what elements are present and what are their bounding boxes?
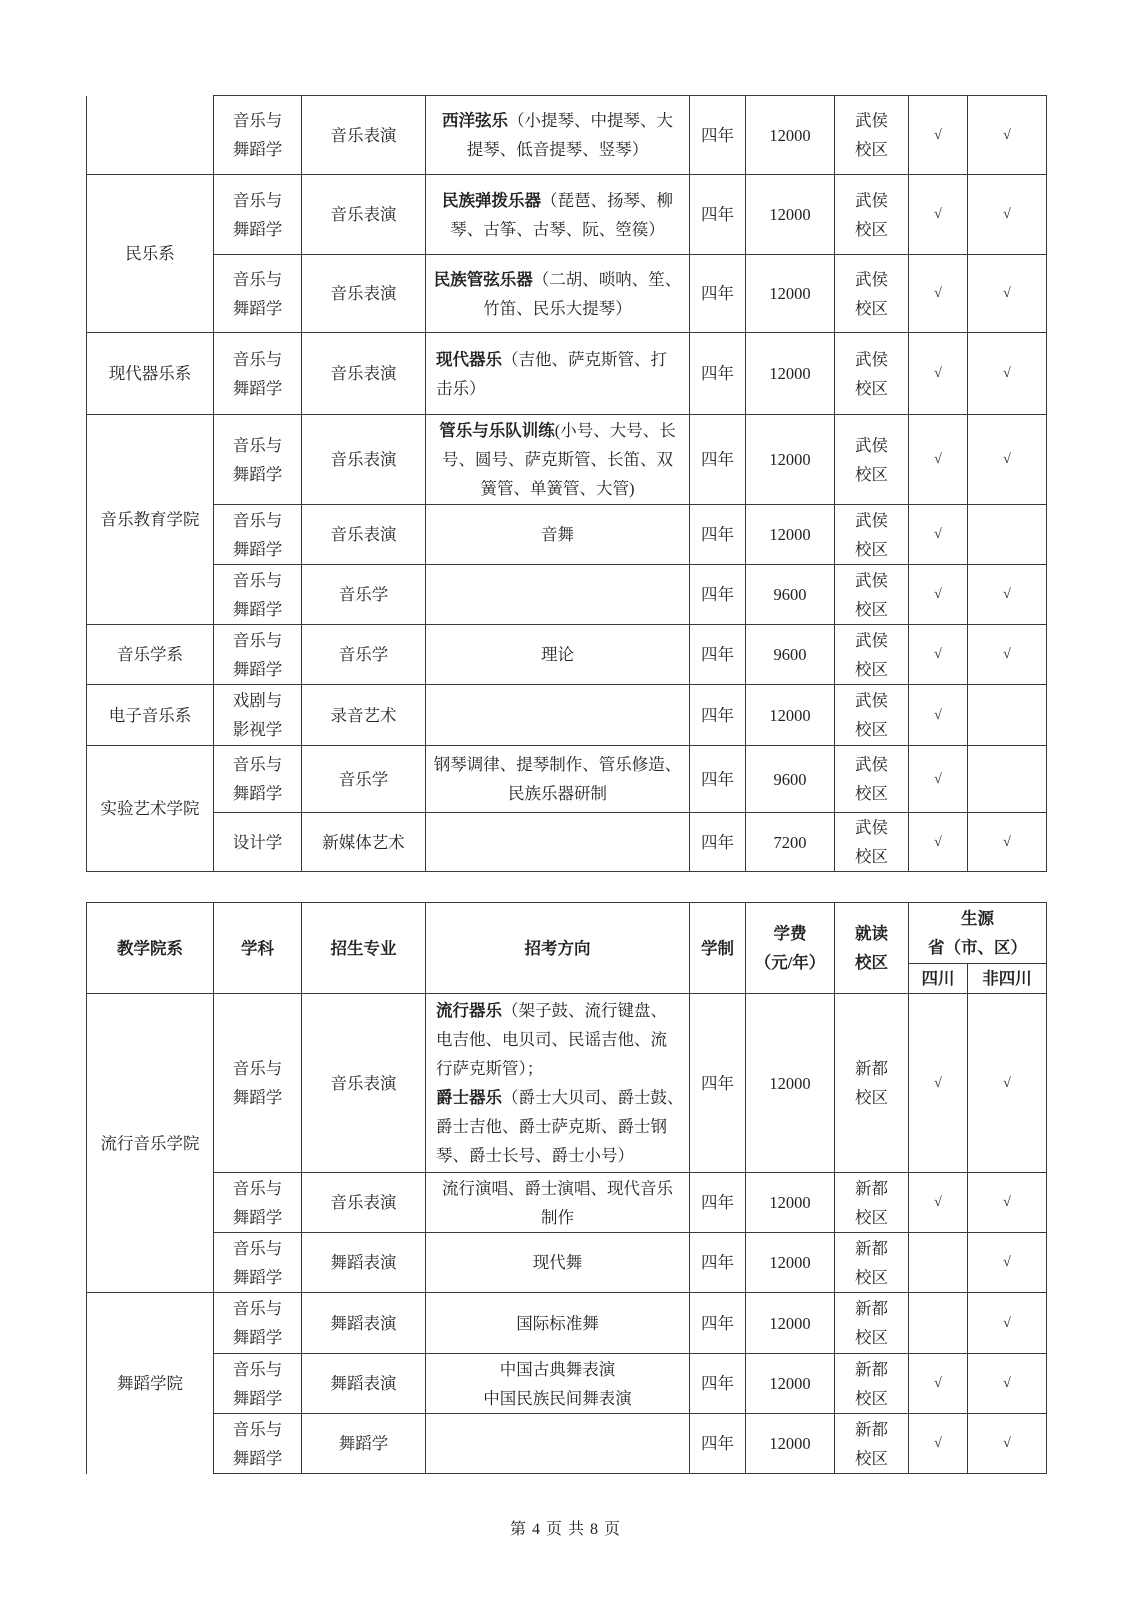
major-cell: 舞蹈表演 bbox=[302, 1293, 426, 1354]
department-cell: 电子音乐系 bbox=[87, 685, 214, 746]
non-sichuan-cell bbox=[968, 1173, 1047, 1233]
direction-text: （爵士大贝司、爵士鼓、 bbox=[502, 1088, 684, 1107]
direction-line bbox=[436, 996, 683, 1025]
non-sichuan-cell bbox=[968, 175, 1047, 255]
table-header-row bbox=[87, 903, 1047, 964]
tuition-cell: 9600 bbox=[746, 746, 835, 813]
discipline-cell bbox=[214, 994, 302, 1173]
campus-text: 武侯校区 bbox=[855, 691, 888, 739]
check-mark-icon: √ bbox=[934, 707, 942, 723]
major-cell: 舞蹈表演 bbox=[302, 1354, 426, 1414]
check-mark-icon: √ bbox=[1003, 1075, 1011, 1091]
discipline-text: 音乐与舞蹈学 bbox=[232, 269, 283, 318]
discipline-text: 音乐与舞蹈学 bbox=[232, 570, 283, 619]
duration-cell: 四年 bbox=[690, 255, 746, 333]
sichuan-cell bbox=[909, 1293, 968, 1354]
check-mark-icon: √ bbox=[1003, 286, 1011, 301]
direction-cell bbox=[426, 175, 690, 255]
major-cell: 新媒体艺术 bbox=[302, 813, 426, 872]
sichuan-cell bbox=[909, 1414, 968, 1474]
direction-line: 琴、爵士长号、爵士小号） bbox=[436, 1146, 634, 1165]
campus-text: 新都校区 bbox=[855, 1059, 888, 1107]
non-sichuan-cell bbox=[968, 415, 1047, 505]
non-sichuan-cell bbox=[968, 994, 1047, 1173]
campus-text: 武侯校区 bbox=[855, 755, 888, 803]
table-row bbox=[87, 505, 1047, 565]
direction-line: 琴、古筝、古琴、阮、箜篌） bbox=[450, 219, 665, 239]
sichuan-cell bbox=[909, 813, 968, 872]
campus-cell bbox=[835, 415, 909, 505]
campus-cell bbox=[835, 175, 909, 255]
direction-cell bbox=[426, 565, 690, 625]
check-mark-icon: √ bbox=[1003, 834, 1011, 850]
duration-cell: 四年 bbox=[690, 685, 746, 746]
discipline-cell bbox=[214, 746, 302, 813]
sichuan-cell bbox=[909, 175, 968, 255]
check-mark-icon: √ bbox=[934, 1195, 942, 1210]
tuition-cell: 9600 bbox=[746, 625, 835, 685]
direction-cell bbox=[426, 1354, 690, 1414]
tuition-cell: 7200 bbox=[746, 813, 835, 872]
major-cell: 音乐学 bbox=[302, 746, 426, 813]
table-row bbox=[87, 1354, 1047, 1414]
campus-text: 武侯校区 bbox=[855, 190, 888, 239]
check-mark-icon: √ bbox=[934, 286, 942, 301]
direction-line: 号、圆号、萨克斯管、长笛、双 bbox=[442, 450, 673, 469]
sichuan-cell bbox=[909, 96, 968, 175]
tuition-cell: 12000 bbox=[746, 255, 835, 333]
campus-text: 武侯校区 bbox=[855, 349, 888, 398]
header-major: 招生专业 bbox=[302, 903, 426, 994]
direction-category: 爵士器乐 bbox=[436, 1088, 502, 1107]
campus-text: 新都校区 bbox=[855, 1419, 888, 1468]
header-campus-text: 就读校区 bbox=[855, 924, 888, 972]
discipline-cell bbox=[214, 1414, 302, 1474]
direction-category: 民族弹拨乐器 bbox=[442, 190, 541, 210]
campus-text: 武侯校区 bbox=[855, 111, 888, 159]
campus-text: 武侯校区 bbox=[855, 630, 888, 679]
table-row bbox=[87, 333, 1047, 415]
check-mark-icon: √ bbox=[934, 1075, 942, 1091]
table-row bbox=[87, 994, 1047, 1173]
table-row bbox=[87, 175, 1047, 255]
major-cell: 音乐表演 bbox=[302, 255, 426, 333]
campus-cell bbox=[835, 1293, 909, 1354]
check-mark-icon: √ bbox=[1003, 1195, 1011, 1210]
direction-line: 制作 bbox=[541, 1207, 574, 1227]
tuition-cell: 12000 bbox=[746, 685, 835, 746]
header-tuition bbox=[746, 903, 835, 994]
sichuan-cell bbox=[909, 255, 968, 333]
direction-text: （二胡、唢呐、笙、 bbox=[532, 269, 682, 289]
discipline-text: 音乐与舞蹈学 bbox=[232, 630, 283, 679]
direction-text: （小提琴、中提琴、大 bbox=[508, 111, 673, 130]
campus-cell bbox=[835, 994, 909, 1173]
direction-cell: 理论 bbox=[426, 625, 690, 685]
duration-cell: 四年 bbox=[690, 1293, 746, 1354]
direction-line: 中国民族民间舞表演 bbox=[483, 1388, 632, 1408]
direction-cell bbox=[426, 415, 690, 505]
admissions-table-continued bbox=[86, 95, 1047, 872]
department-cell: 舞蹈学院 bbox=[87, 1293, 214, 1474]
non-sichuan-cell bbox=[968, 505, 1047, 565]
table-row bbox=[87, 1293, 1047, 1354]
admissions-table bbox=[86, 902, 1047, 1474]
table-row bbox=[87, 625, 1047, 685]
duration-cell: 四年 bbox=[690, 415, 746, 505]
check-mark-icon: √ bbox=[1003, 1255, 1011, 1270]
direction-text: （架子鼓、流行键盘、 bbox=[502, 1001, 667, 1020]
department-cell: 音乐教育学院 bbox=[87, 415, 214, 625]
table-row bbox=[87, 813, 1047, 872]
check-mark-icon: √ bbox=[1003, 1315, 1011, 1331]
table-row bbox=[87, 96, 1047, 175]
direction-line: 中国古典舞表演 bbox=[499, 1359, 616, 1379]
department-cell bbox=[87, 96, 214, 175]
discipline-cell bbox=[214, 1173, 302, 1233]
department-cell: 流行音乐学院 bbox=[87, 994, 214, 1293]
header-origin bbox=[909, 903, 1047, 964]
direction-cell bbox=[426, 1414, 690, 1474]
discipline-cell bbox=[214, 1233, 302, 1293]
discipline-text: 设计学 bbox=[232, 832, 283, 852]
tuition-cell: 12000 bbox=[746, 415, 835, 505]
check-mark-icon: √ bbox=[934, 527, 942, 542]
tuition-cell: 9600 bbox=[746, 565, 835, 625]
sichuan-cell bbox=[909, 1173, 968, 1233]
campus-text: 新都校区 bbox=[855, 1238, 888, 1287]
duration-cell: 四年 bbox=[690, 1173, 746, 1233]
discipline-text: 音乐与舞蹈学 bbox=[232, 190, 283, 239]
major-cell: 舞蹈表演 bbox=[302, 1233, 426, 1293]
discipline-cell bbox=[214, 685, 302, 746]
check-mark-icon: √ bbox=[1003, 207, 1011, 222]
non-sichuan-cell bbox=[968, 1354, 1047, 1414]
duration-cell: 四年 bbox=[690, 1354, 746, 1414]
duration-cell: 四年 bbox=[690, 333, 746, 415]
check-mark-icon: √ bbox=[934, 771, 942, 787]
non-sichuan-cell bbox=[968, 746, 1047, 813]
major-cell: 录音艺术 bbox=[302, 685, 426, 746]
check-mark-icon: √ bbox=[934, 366, 942, 381]
duration-cell: 四年 bbox=[690, 813, 746, 872]
header-direction: 招考方向 bbox=[426, 903, 690, 994]
discipline-cell bbox=[214, 625, 302, 685]
discipline-text: 戏剧与影视学 bbox=[232, 691, 283, 739]
campus-text: 武侯校区 bbox=[855, 510, 888, 559]
non-sichuan-cell bbox=[968, 813, 1047, 872]
campus-text: 武侯校区 bbox=[855, 435, 888, 484]
discipline-text: 音乐与舞蹈学 bbox=[232, 1238, 283, 1287]
major-cell: 音乐表演 bbox=[302, 96, 426, 175]
table-row bbox=[87, 1414, 1047, 1474]
tuition-cell: 12000 bbox=[746, 1414, 835, 1474]
campus-cell bbox=[835, 333, 909, 415]
campus-text: 新都校区 bbox=[855, 1178, 888, 1227]
discipline-cell bbox=[214, 96, 302, 175]
campus-cell bbox=[835, 746, 909, 813]
non-sichuan-cell bbox=[968, 565, 1047, 625]
tuition-cell: 12000 bbox=[746, 1293, 835, 1354]
table-row bbox=[87, 255, 1047, 333]
check-mark-icon: √ bbox=[934, 127, 942, 143]
direction-line: 钢琴调律、提琴制作、管乐修造、 bbox=[433, 755, 682, 774]
duration-cell: 四年 bbox=[690, 746, 746, 813]
direction-line bbox=[436, 345, 683, 374]
check-mark-icon: √ bbox=[1003, 647, 1011, 662]
sichuan-cell bbox=[909, 565, 968, 625]
direction-category: 管乐与乐队训练 bbox=[439, 421, 555, 440]
header-non-sichuan: 非四川 bbox=[968, 964, 1047, 994]
sichuan-cell bbox=[909, 746, 968, 813]
major-cell: 音乐表演 bbox=[302, 1173, 426, 1233]
non-sichuan-cell bbox=[968, 333, 1047, 415]
check-mark-icon: √ bbox=[1003, 127, 1011, 143]
direction-line: 簧管、单簧管、大管) bbox=[480, 479, 635, 498]
table-row bbox=[87, 1233, 1047, 1293]
major-cell: 音乐表演 bbox=[302, 415, 426, 505]
check-mark-icon: √ bbox=[1003, 1376, 1011, 1391]
direction-line: 电吉他、电贝司、民谣吉他、流 bbox=[436, 1030, 667, 1049]
duration-cell: 四年 bbox=[690, 625, 746, 685]
header-origin-sub: 省（市、区） bbox=[928, 938, 1027, 957]
campus-cell bbox=[835, 96, 909, 175]
tuition-cell: 12000 bbox=[746, 505, 835, 565]
discipline-text: 音乐与舞蹈学 bbox=[232, 111, 283, 159]
discipline-cell bbox=[214, 565, 302, 625]
campus-text: 武侯校区 bbox=[855, 269, 888, 318]
page-number: 第 4 页 共 8 页 bbox=[509, 1521, 621, 1538]
table-row bbox=[87, 415, 1047, 505]
discipline-cell bbox=[214, 1293, 302, 1354]
discipline-text: 音乐与舞蹈学 bbox=[232, 349, 283, 398]
duration-cell: 四年 bbox=[690, 96, 746, 175]
header-tuition-unit: （元/年） bbox=[754, 953, 826, 972]
direction-category: 西洋弦乐 bbox=[442, 111, 508, 130]
campus-cell bbox=[835, 565, 909, 625]
department-cell: 民乐系 bbox=[87, 175, 214, 333]
campus-cell bbox=[835, 1233, 909, 1293]
check-mark-icon: √ bbox=[1003, 366, 1011, 381]
non-sichuan-cell bbox=[968, 1293, 1047, 1354]
sichuan-cell bbox=[909, 1354, 968, 1414]
non-sichuan-cell bbox=[968, 255, 1047, 333]
direction-text: （吉他、萨克斯管、打 bbox=[502, 349, 667, 369]
non-sichuan-cell bbox=[968, 685, 1047, 746]
duration-cell: 四年 bbox=[690, 1233, 746, 1293]
check-mark-icon: √ bbox=[934, 834, 942, 850]
sichuan-cell bbox=[909, 505, 968, 565]
tuition-cell: 12000 bbox=[746, 994, 835, 1173]
direction-line: 提琴、低音提琴、竖琴） bbox=[466, 140, 649, 159]
direction-line bbox=[432, 265, 683, 294]
discipline-cell bbox=[214, 175, 302, 255]
discipline-text: 音乐与舞蹈学 bbox=[232, 435, 283, 484]
tuition-cell: 12000 bbox=[746, 1354, 835, 1414]
major-cell: 音乐表演 bbox=[302, 333, 426, 415]
discipline-cell bbox=[214, 333, 302, 415]
major-cell: 音乐表演 bbox=[302, 994, 426, 1173]
direction-line: 民族乐器研制 bbox=[508, 784, 607, 803]
campus-cell bbox=[835, 1354, 909, 1414]
campus-text: 新都校区 bbox=[855, 1299, 888, 1347]
duration-cell: 四年 bbox=[690, 505, 746, 565]
department-cell: 音乐学系 bbox=[87, 625, 214, 685]
duration-cell: 四年 bbox=[690, 565, 746, 625]
campus-cell bbox=[835, 255, 909, 333]
tuition-cell: 12000 bbox=[746, 333, 835, 415]
sichuan-cell bbox=[909, 415, 968, 505]
header-department: 教学院系 bbox=[87, 903, 214, 994]
tuition-cell: 12000 bbox=[746, 1233, 835, 1293]
direction-cell bbox=[426, 746, 690, 813]
non-sichuan-cell bbox=[968, 1414, 1047, 1474]
direction-category: 现代器乐 bbox=[436, 349, 502, 369]
non-sichuan-cell bbox=[968, 96, 1047, 175]
campus-cell bbox=[835, 685, 909, 746]
campus-cell bbox=[835, 813, 909, 872]
non-sichuan-cell bbox=[968, 625, 1047, 685]
sichuan-cell bbox=[909, 333, 968, 415]
tuition-cell: 12000 bbox=[746, 175, 835, 255]
direction-cell bbox=[426, 813, 690, 872]
direction-cell: 现代舞 bbox=[426, 1233, 690, 1293]
direction-cell bbox=[426, 255, 690, 333]
direction-line bbox=[432, 186, 683, 215]
check-mark-icon: √ bbox=[1003, 1436, 1011, 1451]
duration-cell: 四年 bbox=[690, 994, 746, 1173]
check-mark-icon: √ bbox=[1003, 452, 1011, 467]
direction-line: 竹笛、民乐大提琴） bbox=[483, 298, 632, 318]
campus-cell bbox=[835, 1173, 909, 1233]
major-cell: 音乐学 bbox=[302, 625, 426, 685]
discipline-cell bbox=[214, 505, 302, 565]
header-sichuan: 四川 bbox=[909, 964, 968, 994]
check-mark-icon: √ bbox=[1003, 587, 1011, 602]
direction-cell bbox=[426, 96, 690, 175]
direction-cell: 音舞 bbox=[426, 505, 690, 565]
direction-line: 行萨克斯管）； bbox=[436, 1059, 544, 1078]
direction-cell bbox=[426, 1173, 690, 1233]
discipline-text: 音乐与舞蹈学 bbox=[232, 1359, 283, 1408]
header-discipline: 学科 bbox=[214, 903, 302, 994]
direction-category: 民族管弦乐器 bbox=[433, 269, 533, 289]
check-mark-icon: √ bbox=[934, 207, 942, 222]
direction-line: 击乐） bbox=[436, 378, 486, 398]
header-duration: 学制 bbox=[690, 903, 746, 994]
check-mark-icon: √ bbox=[934, 1376, 942, 1391]
header-origin-line: 生源 bbox=[961, 909, 994, 928]
campus-cell bbox=[835, 1414, 909, 1474]
major-cell: 音乐表演 bbox=[302, 505, 426, 565]
check-mark-icon: √ bbox=[934, 1436, 942, 1451]
header-tuition-line: 学费 bbox=[773, 924, 807, 943]
discipline-text: 音乐与舞蹈学 bbox=[232, 1419, 283, 1468]
discipline-cell bbox=[214, 415, 302, 505]
direction-line bbox=[436, 1083, 683, 1112]
duration-cell: 四年 bbox=[690, 175, 746, 255]
check-mark-icon: √ bbox=[934, 647, 942, 662]
department-cell: 现代器乐系 bbox=[87, 333, 214, 415]
direction-cell bbox=[426, 994, 690, 1173]
tuition-cell: 12000 bbox=[746, 1173, 835, 1233]
campus-text: 武侯校区 bbox=[855, 570, 888, 619]
discipline-cell bbox=[214, 813, 302, 872]
table-row bbox=[87, 685, 1047, 746]
discipline-text: 音乐与舞蹈学 bbox=[232, 1059, 283, 1107]
tuition-cell: 12000 bbox=[746, 96, 835, 175]
discipline-text: 音乐与舞蹈学 bbox=[232, 1299, 283, 1347]
discipline-cell bbox=[214, 255, 302, 333]
campus-cell bbox=[835, 505, 909, 565]
direction-text: (小号、大号、长 bbox=[554, 421, 676, 440]
sichuan-cell bbox=[909, 685, 968, 746]
direction-cell bbox=[426, 333, 690, 415]
non-sichuan-cell bbox=[968, 1233, 1047, 1293]
check-mark-icon: √ bbox=[934, 587, 942, 602]
major-cell: 舞蹈学 bbox=[302, 1414, 426, 1474]
direction-cell bbox=[426, 685, 690, 746]
campus-text: 武侯校区 bbox=[855, 818, 888, 866]
discipline-cell bbox=[214, 1354, 302, 1414]
sichuan-cell bbox=[909, 994, 968, 1173]
direction-line: 爵士吉他、爵士萨克斯、爵士钢 bbox=[436, 1117, 667, 1136]
discipline-text: 音乐与舞蹈学 bbox=[232, 1178, 283, 1227]
campus-text: 新都校区 bbox=[855, 1359, 888, 1408]
direction-category: 流行器乐 bbox=[436, 1001, 502, 1020]
table-row bbox=[87, 565, 1047, 625]
table-row bbox=[87, 1173, 1047, 1233]
direction-line bbox=[432, 106, 683, 135]
duration-cell: 四年 bbox=[690, 1414, 746, 1474]
campus-cell bbox=[835, 625, 909, 685]
department-cell: 实验艺术学院 bbox=[87, 746, 214, 872]
sichuan-cell bbox=[909, 1233, 968, 1293]
table-row bbox=[87, 746, 1047, 813]
major-cell: 音乐表演 bbox=[302, 175, 426, 255]
discipline-text: 音乐与舞蹈学 bbox=[232, 510, 283, 559]
sichuan-cell bbox=[909, 625, 968, 685]
discipline-text: 音乐与舞蹈学 bbox=[232, 755, 283, 803]
direction-cell: 国际标准舞 bbox=[426, 1293, 690, 1354]
check-mark-icon: √ bbox=[934, 452, 942, 467]
direction-text: （琵琶、扬琴、柳 bbox=[541, 190, 673, 210]
direction-line: 流行演唱、爵士演唱、现代音乐 bbox=[442, 1178, 673, 1198]
major-cell: 音乐学 bbox=[302, 565, 426, 625]
header-campus bbox=[835, 903, 909, 994]
direction-line bbox=[432, 416, 683, 445]
